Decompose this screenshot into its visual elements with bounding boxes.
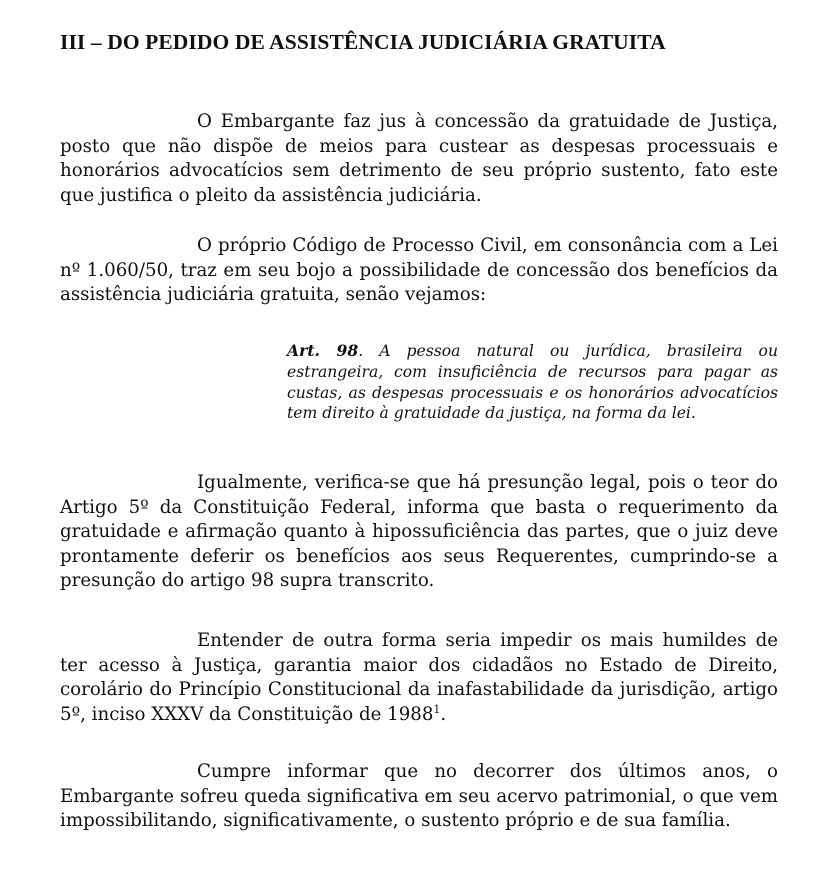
paragraph-cpc-reference: O próprio Código de Processo Civil, em consonância com a Lei nº 1.060/50, traz em seu bojo a possibilidade de concessão dos benefícios da assistência judiciária gratuita, senão vejamos:: [60, 235, 778, 306]
paragraph-access-text: Entender de outra forma seria impedir os mais humildes de ter acesso à Justiça, garantia maior dos cidadãos no Estado de Direito, corolário do Princípio Constitucional da inafastabilidade da jurisdição, artigo 5º, inciso XXXV da Constituição de 1988: [60, 630, 778, 725]
paragraph-access-to-justice: [60, 629, 778, 727]
quote-article-text: . A pessoa natural ou jurídica, brasileira ou estrangeira, com insuficiência de recursos para pagar as custas, as despesas processuais e os honorários advocatícios tem direito à gratuidade da justiça, na forma da lei.: [287, 342, 778, 423]
paragraph-gratuity-claim: O Embargante faz jus à concessão da gratuidade de Justiça, posto que não dispõe de meios para custear as despesas processuais e honorários advocatícios sem detrimento de seu próprio sustento, fato este que justifica o pleito da assistência judiciária.: [60, 111, 778, 206]
footnote-marker[interactable]: 1: [433, 702, 441, 716]
paragraph-financial-situation: Cumpre informar que no decorrer dos últimos anos, o Embargante sofreu queda significativa em seu acervo patrimonial, o que vem impossibilitando, significativamente, o sustento próprio e de sua família.: [60, 761, 778, 832]
quote-article-label: Art. 98: [287, 341, 359, 360]
quoted-article-98: [287, 341, 778, 424]
section-heading: III – DO PEDIDO DE ASSISTÊNCIA JUDICIÁRIA GRATUITA: [60, 30, 666, 54]
paragraph-legal-presumption: Igualmente, verifica-se que há presunção legal, pois o teor do Artigo 5º da Constituição Federal, informa que basta o requerimento da gratuidade e afirmação quanto à hipossuficiência das partes, que o juiz deve prontamente deferir os benefícios aos seus Requerentes, cumprindo-se a presunção do artigo 98 supra transcrito.: [60, 472, 778, 592]
paragraph-access-end: .: [440, 703, 447, 725]
